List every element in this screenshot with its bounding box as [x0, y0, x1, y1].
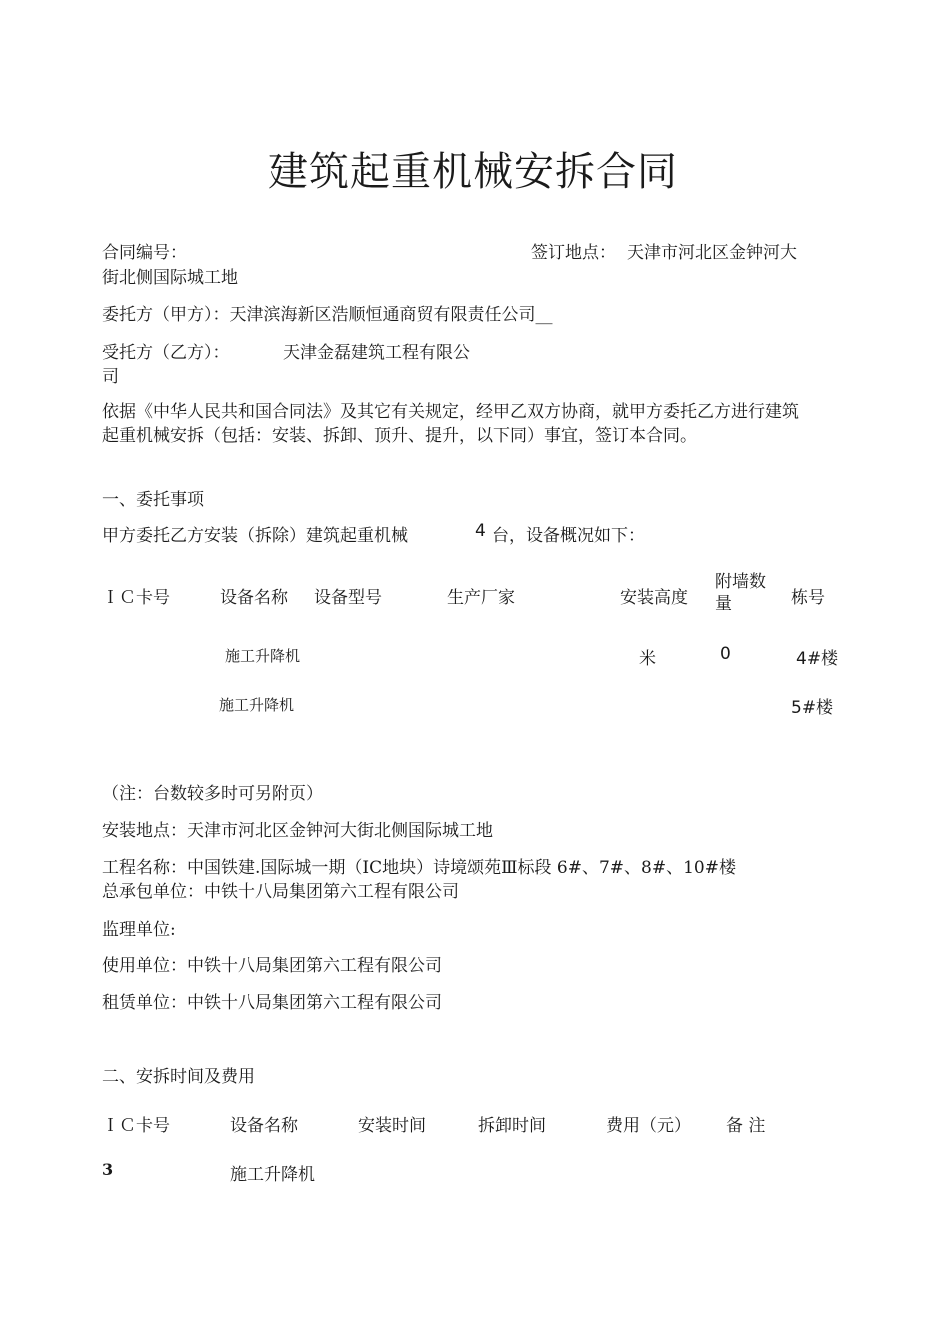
- table2-header-remark: 备 注: [726, 1116, 766, 1136]
- table2-header-ic: ＩＣ卡号: [102, 1116, 170, 1136]
- table1-header-model: 设备型号: [314, 588, 382, 608]
- table1-header-attach: 附墙数量: [715, 572, 766, 614]
- table1-header-height: 安装高度: [620, 588, 688, 608]
- equipment-count: 4: [475, 521, 486, 541]
- preamble-paragraph: 依据《中华人民共和国合同法》及其它有关规定，经甲乙双方协商，就甲方委托乙方进行建筑起重机械安拆（包括：安装、拆卸、顶升、提升，以下同）事宜，签订本合同。: [102, 402, 799, 446]
- document-title: 建筑起重机械安拆合同: [268, 149, 678, 195]
- table2-header-remove-time: 拆卸时间: [478, 1116, 546, 1136]
- party-b-value: 天津金磊建筑工程有限公: [283, 343, 470, 363]
- general-contractor: 总承包单位：中铁十八局集团第六工程有限公司: [102, 882, 459, 902]
- table2-header-install-time: 安装时间: [358, 1116, 426, 1136]
- table1-row1-name: 施工升降机: [225, 647, 301, 665]
- party-b-tail: 司: [102, 367, 119, 387]
- section1-heading: 一、委托事项: [102, 490, 204, 510]
- party-b-label: 受托方（乙方）：: [102, 343, 230, 363]
- lessor-unit: 租赁单位：中铁十八局集团第六工程有限公司: [102, 993, 442, 1013]
- table1-row2-building: 5#楼: [791, 698, 834, 718]
- table1-row1-building: 4#楼: [796, 649, 839, 669]
- sign-place-value-1: 天津市河北区金钟河大: [627, 243, 797, 263]
- party-a: 委托方（甲方）：天津滨海新区浩顺恒通商贸有限责任公司__: [102, 305, 553, 325]
- sign-place-label: 签订地点：: [531, 243, 616, 263]
- table1-row2-name: 施工升降机: [219, 696, 295, 714]
- user-unit: 使用单位：中铁十八局集团第六工程有限公司: [102, 956, 442, 976]
- contract-no-label: 合同编号：: [102, 243, 187, 263]
- table2-header-name: 设备名称: [230, 1116, 298, 1136]
- table1-header-maker: 生产厂家: [447, 588, 515, 608]
- section2-heading: 二、安拆时间及费用: [102, 1067, 255, 1087]
- table1-header-name: 设备名称: [220, 588, 288, 608]
- equipment-intro-b: 台，设备概况如下：: [492, 526, 645, 546]
- table2-row1-ic: 3: [102, 1160, 114, 1179]
- supervisor: 监理单位:: [102, 920, 176, 940]
- project-name: 工程名称：中国铁建.国际城一期（IC地块）诗境颂苑Ⅲ标段 6#、7#、8#、10#楼: [102, 858, 736, 878]
- table1-row1-unit: 米: [639, 649, 656, 669]
- table1-header-ic: ＩＣ卡号: [102, 588, 170, 608]
- table2-header-fee: 费用（元）: [606, 1116, 691, 1136]
- table1-row1-attach: 0: [720, 644, 731, 664]
- install-location: 安装地点：天津市河北区金钟河大街北侧国际城工地: [102, 821, 493, 841]
- table1-header-building: 栋号: [791, 588, 825, 608]
- sign-place-value-2: 街北侧国际城工地: [102, 268, 238, 288]
- table2-row1-name: 施工升降机: [230, 1165, 315, 1185]
- note: （注：台数较多时可另附页）: [102, 784, 323, 804]
- equipment-intro-a: 甲方委托乙方安装（拆除）建筑起重机械: [102, 526, 408, 546]
